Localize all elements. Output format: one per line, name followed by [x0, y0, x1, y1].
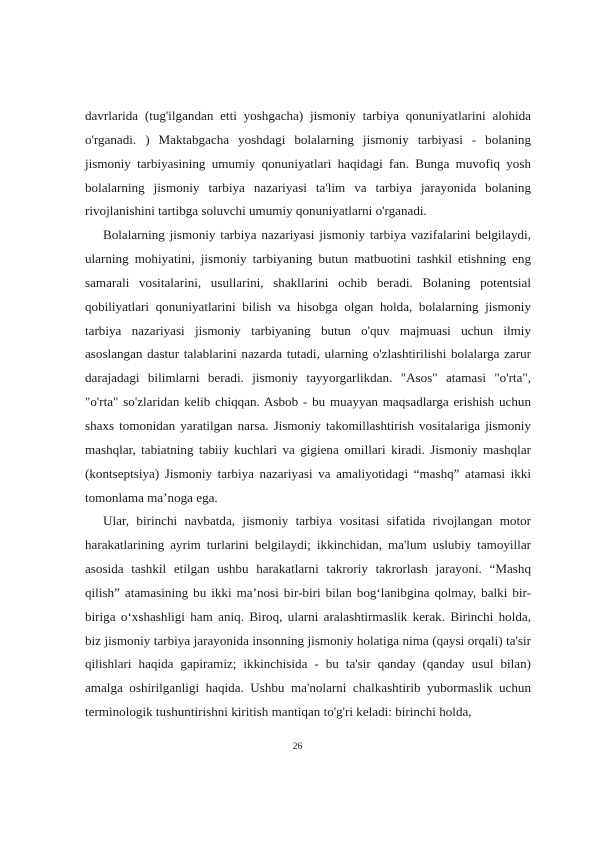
paragraph-2: Bolalarning jismoniy tarbiya nazariyasi jismoniy tarbiya vazifalarini belgilaydi, ularning mohiyatini, jismoniy tarbiyaning butun matbuotini tashkil etishning eng samarali vositalarini, usullarini, shakllarini ochib beradi. Bolaning potentsial qobiliyatlari qonuniyatlarini bilish va hisobga olgan holda, bolalarning jismoniy tarbiya nazariyasi jismoniy tarbiyaning butun o'quv majmuasi uchun ilmiy asoslangan dastur talablarini nazarda tutadi, ularning o'zlashtirilishi bolalarga zarur darajadagi bilimlarni beradi. jismoniy tayyorgarlikdan. "Asos" atamasi "o'rta", "o'rta" so'zlaridan kelib chiqqan. Asbob - bu muayyan maqsadlarga erishish uchun shaxs tomonidan yaratilgan narsa. Jismoniy takomillashtirish vositalariga jismoniy mashqlar, tabiatning tabiiy kuchlari va gigiena omillari kiradi. Jismoniy mashqlar (kontseptsiya) Jismoniy tarbiya nazariyasi va amaliyotidagi “mashq” atamasi ikki tomonlama ma’noga ega.: [85, 227, 531, 505]
document-body: [85, 104, 531, 724]
paragraph-3: Ular, birinchi navbatda, jismoniy tarbiya vositasi sifatida rivojlangan motor harakatlarining ayrim turlarini belgilaydi; ikkinchidan, ma'lum uslubiy tamoyillar asosida tashkil etilgan ushbu harakatlarni takroriy takrorlash jarayoni. “Mashq qilish” atamasining bu ikki ma’nosi bir-biri bilan bog‘lanibgina qolmay, balki bir-biriga o‘xshashligi ham aniq. Biroq, ularni aralashtirmaslik kerak. Birinchi holda, biz jismoniy tarbiya jarayonida insonning jismoniy holatiga nima (qaysi orqali) ta'sir qilishlari haqida gapiramiz; ikkinchisida - bu ta'sir qanday (qanday usul bilan) amalga oshirilganligi haqida. Ushbu ma'nolarni chalkashtirib yubormaslik uchun terminologik tushuntirishni kiritish mantiqan to'g'ri keladi: birinchi holda,: [85, 513, 531, 720]
paragraph-1: davrlarida (tug'ilgandan etti yoshgacha) jismoniy tarbiya qonuniyatlarini alohida o'rganadi. ) Maktabgacha yoshdagi bolalarning jismoniy tarbiyasi - bolaning jismoniy tarbiyasining umumiy qonuniyatlari haqidagi fan. Bunga muvofiq yosh bolalarning jismoniy tarbiya nazariyasi ta'lim va tarbiya jarayonida bolaning rivojlanishini tartibga soluvchi umumiy qonuniyatlarni o'rganadi.: [85, 108, 531, 219]
page-number: 26: [292, 742, 303, 752]
